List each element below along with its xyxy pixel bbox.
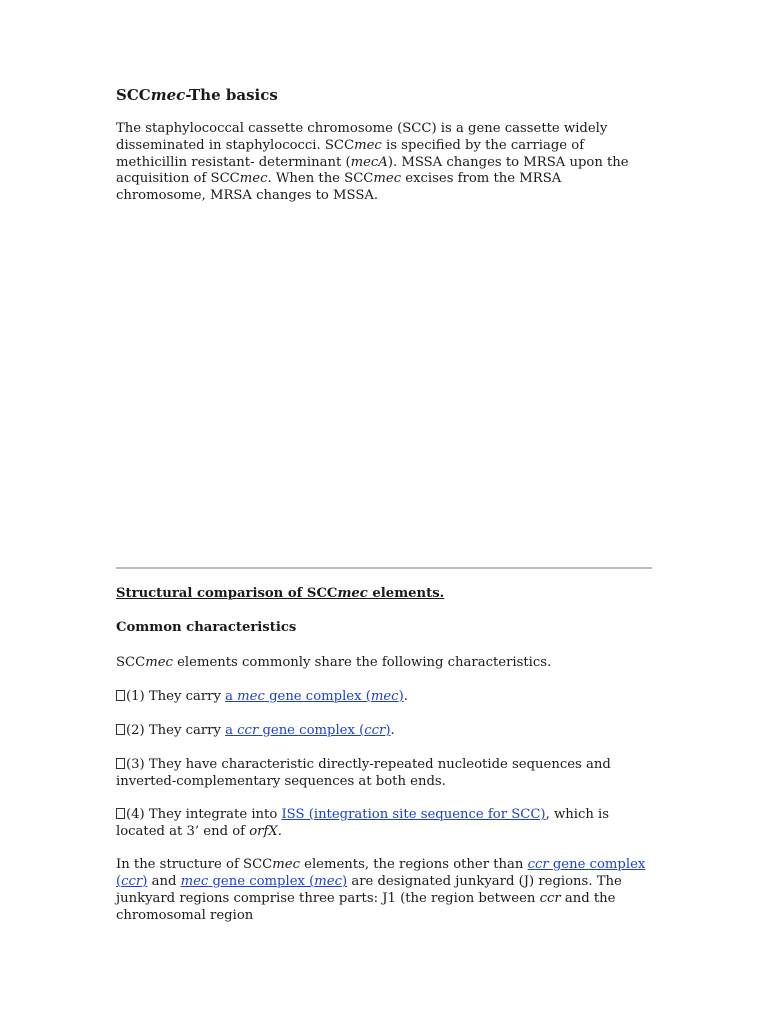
- section-title-italic: mec: [337, 586, 368, 601]
- share-text: SCC: [116, 655, 146, 670]
- mec-gene-complex-link[interactable]: [181, 874, 348, 889]
- share-paragraph: [116, 654, 652, 671]
- list-item-text: (3) They have characteristic directly-repeated nucleotide sequences and inverted-complementary sequences at both ends.: [116, 757, 611, 789]
- page-title: [116, 86, 278, 104]
- intro-italic: mec: [354, 137, 382, 153]
- intro-text: The staphylococcal cassette chromosome (SCC) is a gene cassette widely disseminated in staphylococci. SCC: [116, 121, 608, 153]
- share-italic: mec: [145, 655, 173, 670]
- paragraph-italic: mec: [272, 857, 300, 872]
- list-item: [116, 722, 652, 739]
- intro-italic: mec: [373, 171, 402, 187]
- missing-glyph-icon: [116, 690, 125, 701]
- missing-glyph-icon: [116, 724, 125, 735]
- link-text: gene complex (: [208, 874, 315, 889]
- mec-gene-complex-link[interactable]: [225, 689, 404, 704]
- intro-text: . When the SCC: [267, 171, 374, 187]
- list-item-text: , which is located at 3’ end of: [116, 807, 610, 839]
- paragraph-text: In the structure of SCC: [116, 857, 273, 872]
- link-italic: ccr: [121, 874, 143, 889]
- list-item-text: (4) They integrate into: [126, 807, 282, 822]
- list-item-text: (1) They carry: [126, 689, 226, 704]
- list-item-text: .: [277, 824, 282, 839]
- list-item-text: .: [403, 689, 408, 704]
- list-item-italic: orfX: [249, 824, 278, 839]
- title-italic: mec: [150, 86, 186, 104]
- link-italic: mec: [370, 689, 399, 704]
- link-text: gene complex (: [258, 723, 365, 738]
- list-item: [116, 806, 652, 840]
- share-text: elements commonly share the following characteristics.: [172, 655, 552, 670]
- link-italic: mec: [314, 874, 342, 889]
- link-text: gene complex (: [264, 689, 371, 704]
- paragraph-text: and: [147, 874, 181, 889]
- list-item: [116, 688, 652, 705]
- link-text: gene complex (: [116, 857, 646, 889]
- link-italic: mec: [237, 689, 265, 704]
- section-title: [116, 586, 444, 601]
- intro-italic: mec: [239, 171, 268, 187]
- paragraph-text: and the chromosomal region: [116, 891, 616, 923]
- title-suffix: -The basics: [185, 86, 278, 104]
- subsection-title: Common characteristics: [116, 620, 297, 635]
- link-text: a: [225, 723, 238, 738]
- title-prefix: SCC: [116, 86, 151, 104]
- paragraph-italic: ccr: [539, 891, 561, 906]
- missing-glyph-icon: [116, 808, 125, 819]
- link-italic: ccr: [527, 857, 549, 872]
- link-italic: ccr: [237, 723, 259, 738]
- link-italic: mec: [180, 874, 209, 889]
- section-title-suffix: elements.: [367, 586, 445, 601]
- junkyard-paragraph: [116, 856, 652, 924]
- list-item-text: (2) They carry: [126, 723, 226, 738]
- link-text: ): [398, 689, 404, 704]
- paragraph-text: are designated junkyard (J) regions. The junkyard regions comprise three parts: J1 (the region between: [116, 874, 622, 906]
- list-item: [116, 756, 652, 790]
- paragraph-text: elements, the regions other than: [299, 857, 528, 872]
- intro-text: excises from the MRSA chromosome, MRSA changes to MSSA.: [116, 171, 562, 204]
- link-italic: ccr: [364, 723, 386, 738]
- horizontal-divider: [116, 567, 652, 569]
- intro-text: is specified by the carriage of methicillin resistant- determinant (: [116, 137, 585, 170]
- link-text: ): [142, 874, 148, 889]
- ccr-gene-complex-link[interactable]: [225, 723, 390, 738]
- missing-glyph-icon: [116, 758, 125, 769]
- list-item-text: .: [390, 723, 395, 738]
- intro-text: ). MSSA changes to MRSA upon the acquisition of SCC: [116, 154, 629, 187]
- link-text: ): [341, 874, 348, 889]
- link-text: a: [225, 689, 238, 704]
- section-title-prefix: Structural comparison of SCC: [116, 586, 338, 601]
- intro-paragraph: [116, 121, 646, 205]
- intro-italic: mecA: [350, 154, 388, 170]
- link-text: ): [385, 723, 391, 738]
- iss-link[interactable]: ISS (integration site sequence for SCC): [281, 807, 546, 822]
